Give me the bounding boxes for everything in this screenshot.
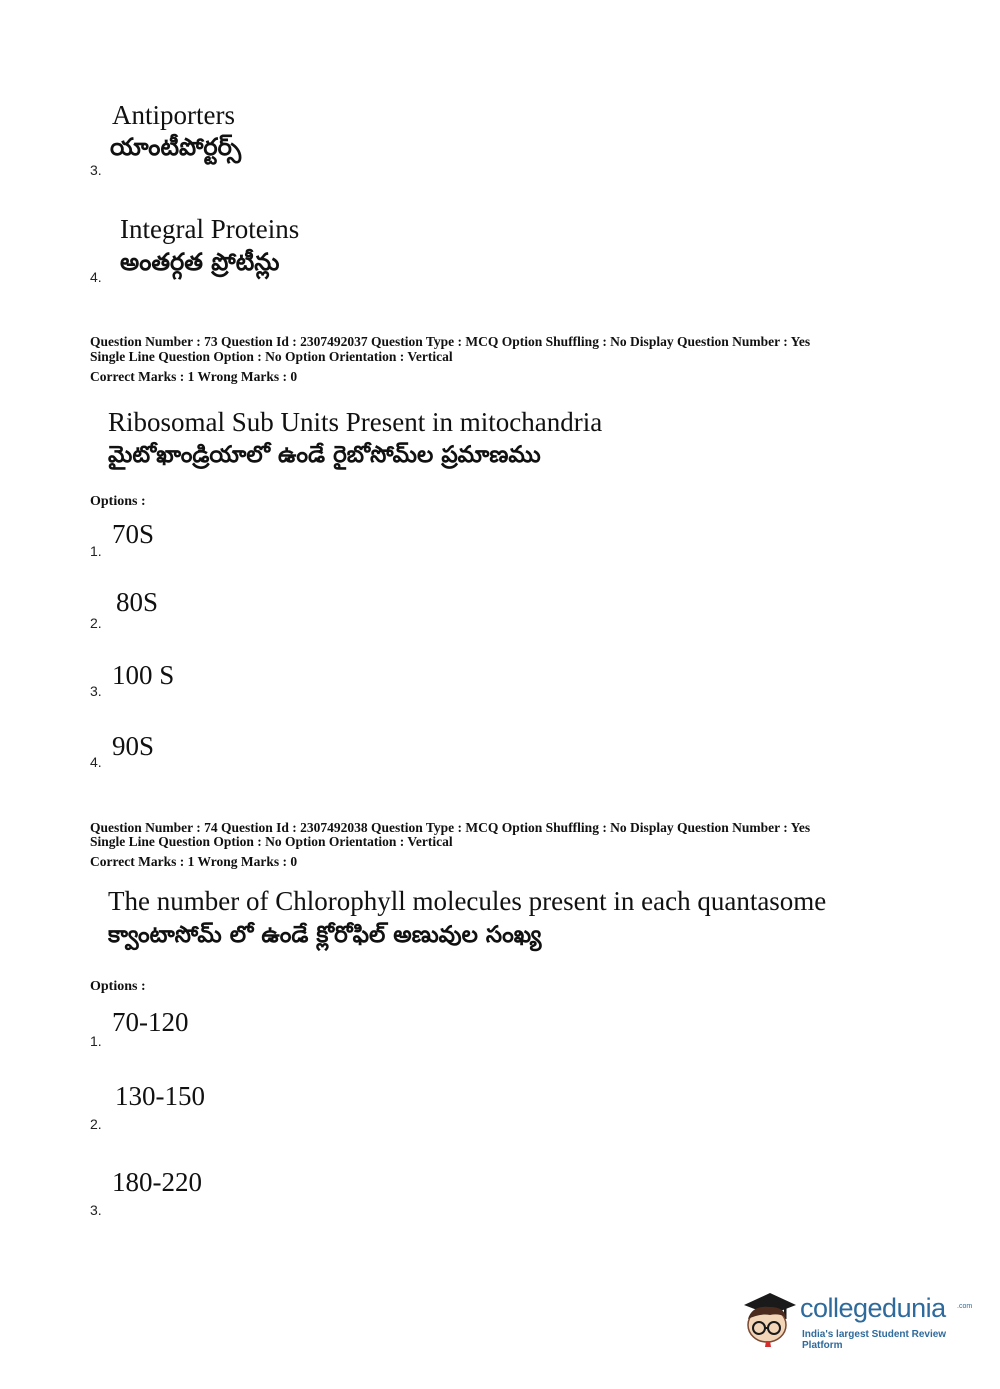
option-3-number: 3. bbox=[90, 1202, 102, 1218]
option-4-number: 4. bbox=[90, 269, 102, 285]
option-2-number: 2. bbox=[90, 615, 102, 631]
question-marks: Correct Marks : 1 Wrong Marks : 0 bbox=[90, 854, 298, 869]
option-2-number: 2. bbox=[90, 1116, 102, 1132]
question-text-telugu: మైటోఖాండ్రియాలో ఉండే రైబోసోమ్‌ల ప్రమాణము bbox=[108, 442, 541, 468]
option-4-telugu: అంతర్గత ప్రోటీన్లు bbox=[120, 248, 280, 276]
option-1-number: 1. bbox=[90, 1033, 102, 1049]
logo-name: collegedunia bbox=[800, 1293, 946, 1323]
question-text-english: The number of Chlorophyll molecules present in each quantasome bbox=[108, 886, 827, 916]
question-meta-line2: Single Line Question Option : No Option Orientation : Vertical bbox=[90, 834, 453, 849]
question-text-telugu: క్వాంటాసోమ్ లో ఉండే క్లోరోఫిల్ అణువుల సంఖ్య bbox=[108, 922, 542, 948]
question-meta-line1: Question Number : 73 Question Id : 2307492037 Question Type : MCQ Option Shuffling : No Display Question Number : Yes bbox=[90, 334, 811, 349]
option-4-english: Integral Proteins bbox=[120, 214, 300, 244]
option-3-number: 3. bbox=[90, 162, 102, 178]
question-meta-line2: Single Line Question Option : No Option Orientation : Vertical bbox=[90, 349, 453, 364]
option-4-number: 4. bbox=[90, 754, 102, 770]
option-3-english: Antiporters bbox=[112, 100, 235, 130]
option-3-text: 180-220 bbox=[112, 1167, 202, 1197]
mascot-icon bbox=[740, 1283, 798, 1347]
question-meta-line1: Question Number : 74 Question Id : 2307492038 Question Type : MCQ Option Shuffling : No Display Question Number : Yes bbox=[90, 820, 811, 835]
option-1-text: 70-120 bbox=[112, 1007, 189, 1037]
option-2-text: 130-150 bbox=[115, 1081, 205, 1111]
question-text-english: Ribosomal Sub Units Present in mitochandria bbox=[108, 407, 603, 437]
options-label: Options : bbox=[90, 494, 146, 509]
option-4-text: 90S bbox=[112, 731, 155, 761]
collegedunia-logo bbox=[740, 1283, 973, 1351]
option-1-text: 70S bbox=[112, 519, 155, 549]
option-3-number: 3. bbox=[90, 683, 102, 699]
option-3-text: 100 S bbox=[112, 660, 175, 690]
option-3-telugu: యాంటీపోర్టర్స్ bbox=[110, 133, 242, 161]
option-1-number: 1. bbox=[90, 543, 102, 559]
logo-tagline: India's largest Student Review Platform bbox=[802, 1329, 947, 1351]
option-2-text: 80S bbox=[116, 587, 159, 617]
question-marks: Correct Marks : 1 Wrong Marks : 0 bbox=[90, 369, 298, 384]
logo-domain: .com bbox=[957, 1303, 973, 1310]
options-label: Options : bbox=[90, 979, 146, 994]
